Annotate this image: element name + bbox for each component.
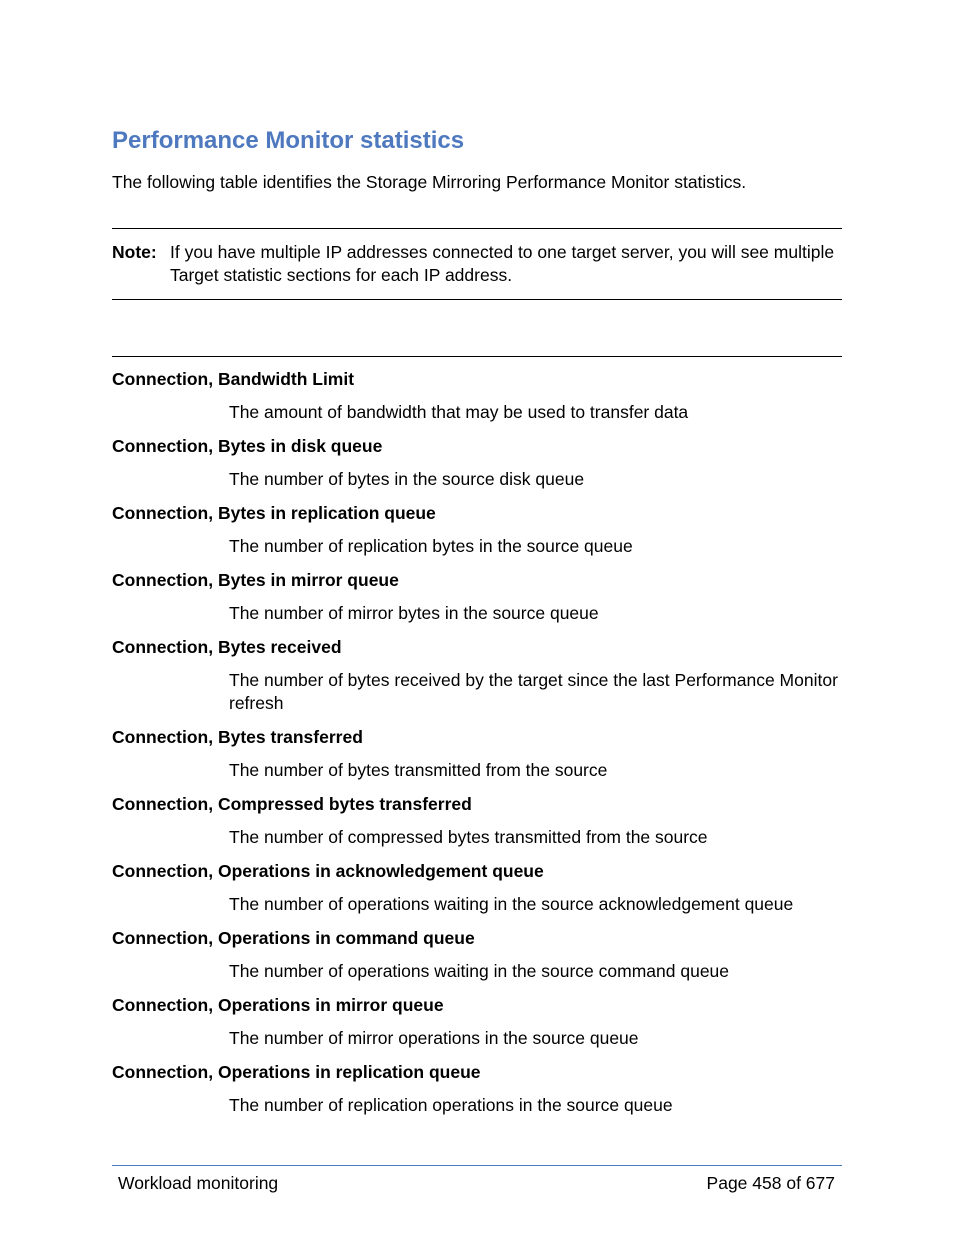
footer-page-number: Page 458 of 677 [706,1173,835,1193]
statistic-entry [112,635,842,725]
statistic-entry [112,725,842,792]
statistic-entry [112,434,842,501]
table-top-rule [112,356,842,357]
statistic-entry [112,568,842,635]
statistic-entry [112,993,842,1060]
page-title: Performance Monitor statistics [112,127,465,154]
statistic-term: Connection, Bytes in disk queue [112,436,383,456]
statistic-entry [112,792,842,859]
statistic-term: Connection, Bytes in replication queue [112,503,436,523]
note-top-rule [112,228,842,229]
statistic-description: The number of operations waiting in the source command queue [229,961,730,981]
note-bottom-rule [112,299,842,300]
statistic-description: The number of bytes received by the target since the last Performance Monitor refresh [229,670,838,713]
statistic-description: The number of operations waiting in the source acknowledgement queue [229,894,794,914]
statistic-description: The amount of bandwidth that may be used to transfer data [229,402,689,422]
footer-rule [112,1165,842,1166]
statistic-term: Connection, Bandwidth Limit [112,369,355,389]
statistics-list [112,367,842,1127]
statistic-description: The number of replication operations in the source queue [229,1095,673,1115]
statistic-entry [112,859,842,926]
note-box [112,241,842,287]
intro-paragraph: The following table identifies the Storage Mirroring Performance Monitor statistics. [112,172,747,192]
note-label: Note: [112,242,157,262]
statistic-description: The number of replication bytes in the source queue [229,536,633,556]
statistic-entry [112,1060,842,1127]
statistic-term: Connection, Compressed bytes transferred [112,794,472,814]
statistic-term: Connection, Operations in acknowledgement queue [112,861,544,881]
statistic-entry [112,367,842,434]
statistic-term: Connection, Bytes received [112,637,342,657]
statistic-entry [112,501,842,568]
statistic-term: Connection, Operations in replication queue [112,1062,481,1082]
statistic-term: Connection, Bytes in mirror queue [112,570,399,590]
statistic-description: The number of bytes in the source disk queue [229,469,585,489]
statistic-description: The number of bytes transmitted from the source [229,760,608,780]
statistic-entry [112,926,842,993]
statistic-term: Connection, Bytes transferred [112,727,363,747]
statistic-description: The number of compressed bytes transmitted from the source [229,827,708,847]
statistic-description: The number of mirror bytes in the source queue [229,603,599,623]
statistic-term: Connection, Operations in mirror queue [112,995,444,1015]
footer-section-name: Workload monitoring [118,1173,279,1193]
statistic-term: Connection, Operations in command queue [112,928,475,948]
note-text: If you have multiple IP addresses connected to one target server, you will see multiple Target statistic sections for each IP address. [170,242,835,285]
statistic-description: The number of mirror operations in the source queue [229,1028,639,1048]
